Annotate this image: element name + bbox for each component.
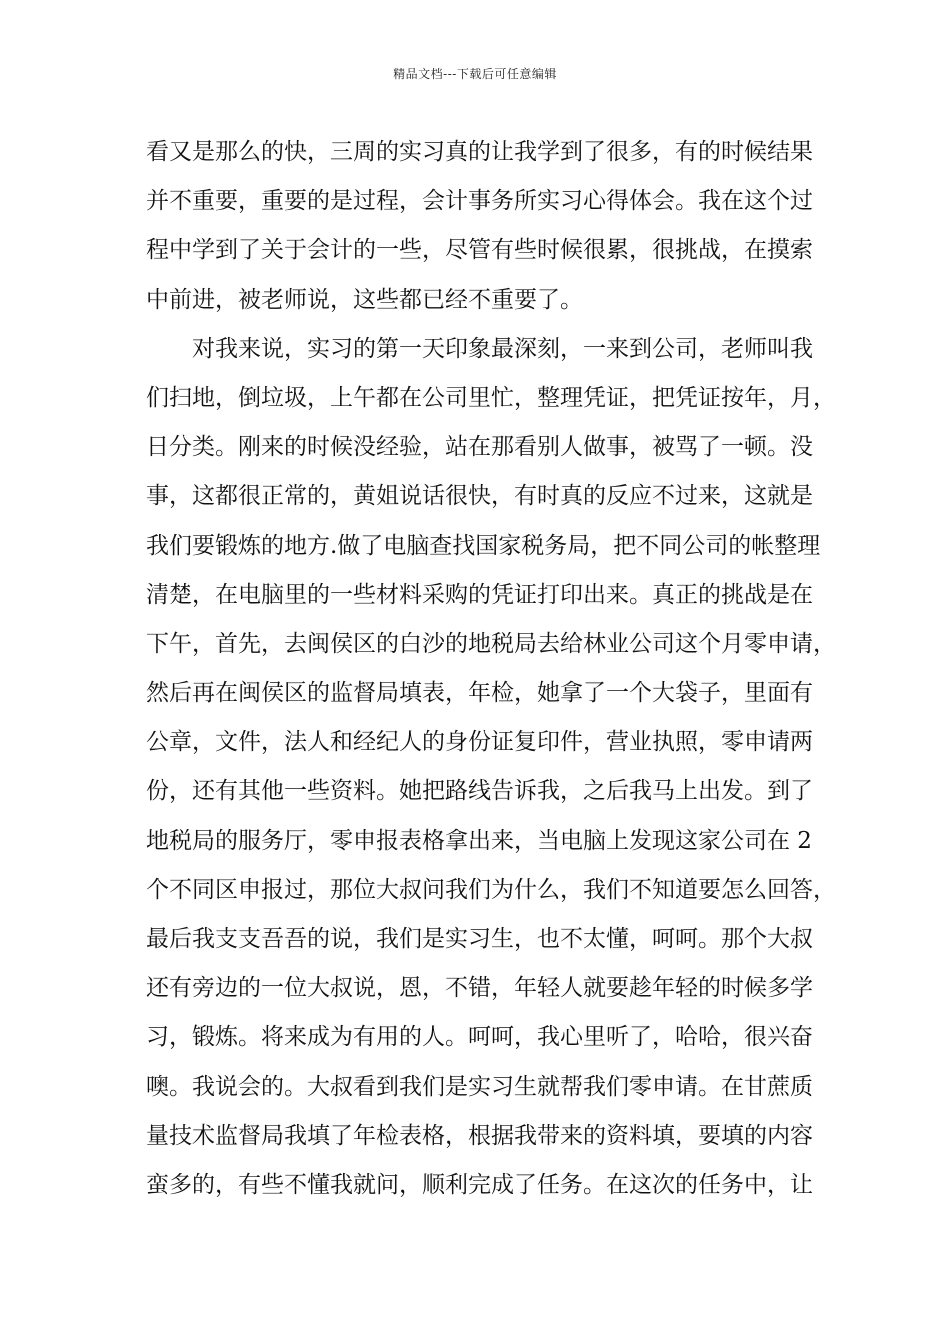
paragraph-line: 并不重要，重要的是过程，会计事务所实习心得体会。我在这个过 bbox=[146, 188, 813, 215]
paragraph-1 bbox=[146, 128, 813, 325]
paragraph-line: 看又是那么的快，三周的实习真的让我学到了很多，有的时候结果 bbox=[146, 139, 813, 165]
paragraph-line: 事，这都很正常的，黄姐说话很快，有时真的反应不过来，这就是 bbox=[146, 483, 813, 510]
paragraph-line: 地税局的服务厅，零申报表格拿出来，当电脑上发现这家公司在 2 bbox=[146, 827, 812, 854]
paragraph-line: 程中学到了关于会计的一些，尽管有些时候很累，很挑战，在摸索 bbox=[146, 237, 813, 264]
paragraph-line: 量技术监督局我填了年检表格，根据我带来的资料填，要填的内容 bbox=[146, 1122, 813, 1149]
paragraph-line: 我们要锻炼的地方.做了电脑查找国家税务局，把不同公司的帐整理 bbox=[146, 532, 821, 559]
paragraph-line: 然后再在闽侯区的监督局填表，年检，她拿了一个大袋子，里面有 bbox=[146, 680, 813, 707]
paragraph-line: 公章，文件，法人和经纪人的身份证复印件，营业执照，零申请两 bbox=[146, 729, 813, 756]
paragraph-line: 们扫地，倒垃圾，上午都在公司里忙，整理凭证，把凭证按年，月， bbox=[146, 384, 836, 411]
paragraph-line: 最后我支支吾吾的说，我们是实习生，也不太懂，呵呵。那个大叔 bbox=[146, 926, 813, 952]
paragraph-line: 份，还有其他一些资料。她把路线告诉我，之后我马上出发。到了 bbox=[146, 778, 813, 805]
paragraph-line: 日分类。刚来的时候没经验，站在那看别人做事，被骂了一顿。没 bbox=[146, 434, 813, 461]
document-body bbox=[146, 128, 836, 1210]
paragraph-line: 个不同区申报过，那位大叔问我们为什么，我们不知道要怎么回答， bbox=[146, 876, 836, 903]
paragraph-line: 清楚，在电脑里的一些材料采购的凭证打印出来。真正的挑战是在 bbox=[146, 581, 813, 608]
paragraph-line: 习，锻炼。将来成为有用的人。呵呵，我心里听了，哈哈，很兴奋 bbox=[146, 1024, 813, 1051]
paragraph-2 bbox=[146, 325, 836, 1210]
paragraph-line: 下午，首先，去闽侯区的白沙的地税局去给林业公司这个月零申请， bbox=[146, 630, 836, 657]
page-header: 精品文档---下载后可任意编辑 bbox=[393, 67, 557, 81]
paragraph-line: 中前进，被老师说，这些都已经不重要了。 bbox=[146, 286, 583, 313]
paragraph-line: 还有旁边的一位大叔说，恩，不错，年轻人就要趁年轻的时候多学 bbox=[146, 975, 813, 1002]
paragraph-line: 噢。我说会的。大叔看到我们是实习生就帮我们零申请。在甘蔗质 bbox=[146, 1073, 813, 1100]
paragraph-line: 对我来说，实习的第一天印象最深刻，一来到公司，老师叫我 bbox=[192, 335, 813, 362]
paragraph-line: 蛮多的，有些不懂我就问，顺利完成了任务。在这次的任务中，让 bbox=[146, 1171, 813, 1198]
